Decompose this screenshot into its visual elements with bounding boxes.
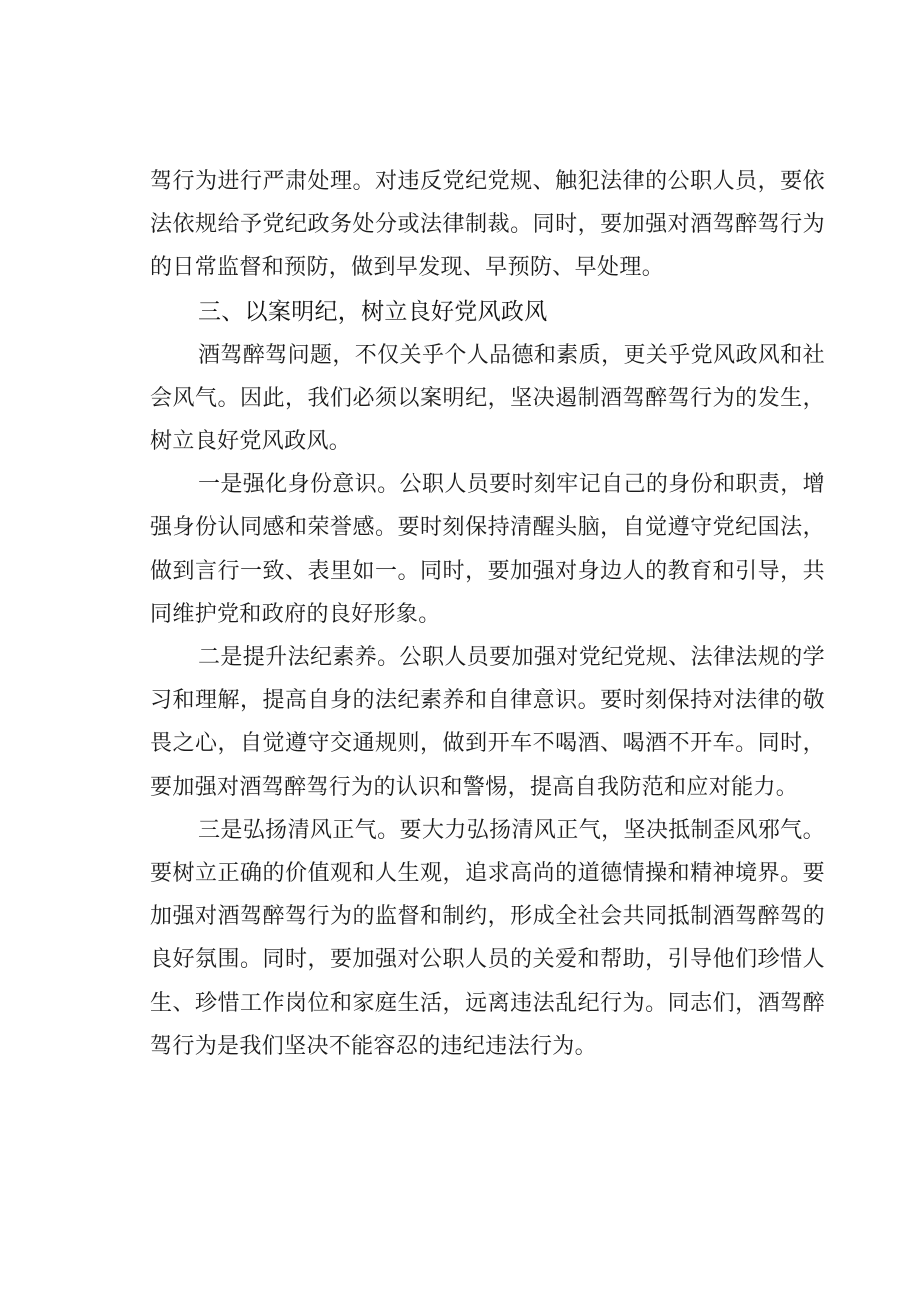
paragraph-continuation: 驾行为进行严肃处理。对违反党纪党规、触犯法律的公职人员，要依法依规给予党纪政务处分或法律制裁。同时，要加强对酒驾醉驾行为的日常监督和预防，做到早发现、早预防、早处理。 — [150, 169, 825, 281]
section-heading: 三、以案明纪，树立良好党风政风 — [198, 298, 548, 325]
paragraph-point-two: 二是提升法纪素养。公职人员要加强对党纪党规、法律法规的学习和理解，提高自身的法纪素养和自律意识。要时刻保持对法律的敬畏之心，自觉遵守交通规则，做到开车不喝酒、喝酒不开车。同时，要加强对酒驾醉驾行为的认识和警惕，提高自我防范和应对能力。 — [150, 645, 825, 800]
paragraph-intro: 酒驾醉驾问题，不仅关乎个人品德和素质，更关乎党风政风和社会风气。因此，我们必须以案明纪，坚决遏制酒驾醉驾行为的发生，树立良好党风政风。 — [150, 342, 825, 455]
document-page — [150, 160, 825, 1068]
paragraph-point-one: 一是强化身份意识。公职人员要时刻牢记自己的身份和职责，增强身份认同感和荣誉感。要时刻保持清醒头脑，自觉遵守党纪国法，做到言行一致、表里如一。同时，要加强对身边人的教育和引导，共同维护党和政府的良好形象。 — [150, 472, 825, 627]
paragraph-point-three: 三是弘扬清风正气。要大力弘扬清风正气，坚决抵制歪风邪气。要树立正确的价值观和人生观，追求高尚的道德情操和精神境界。要加强对酒驾醉驾行为的监督和制约，形成全社会共同抵制酒驾醉驾的良好氛围。同时，要加强对公职人员的关爱和帮助，引导他们珍惜人生、珍惜工作岗位和家庭生活，远离违法乱纪行为。同志们，酒驾醉驾行为是我们坚决不能容忍的违纪违法行为。 — [150, 817, 825, 1059]
